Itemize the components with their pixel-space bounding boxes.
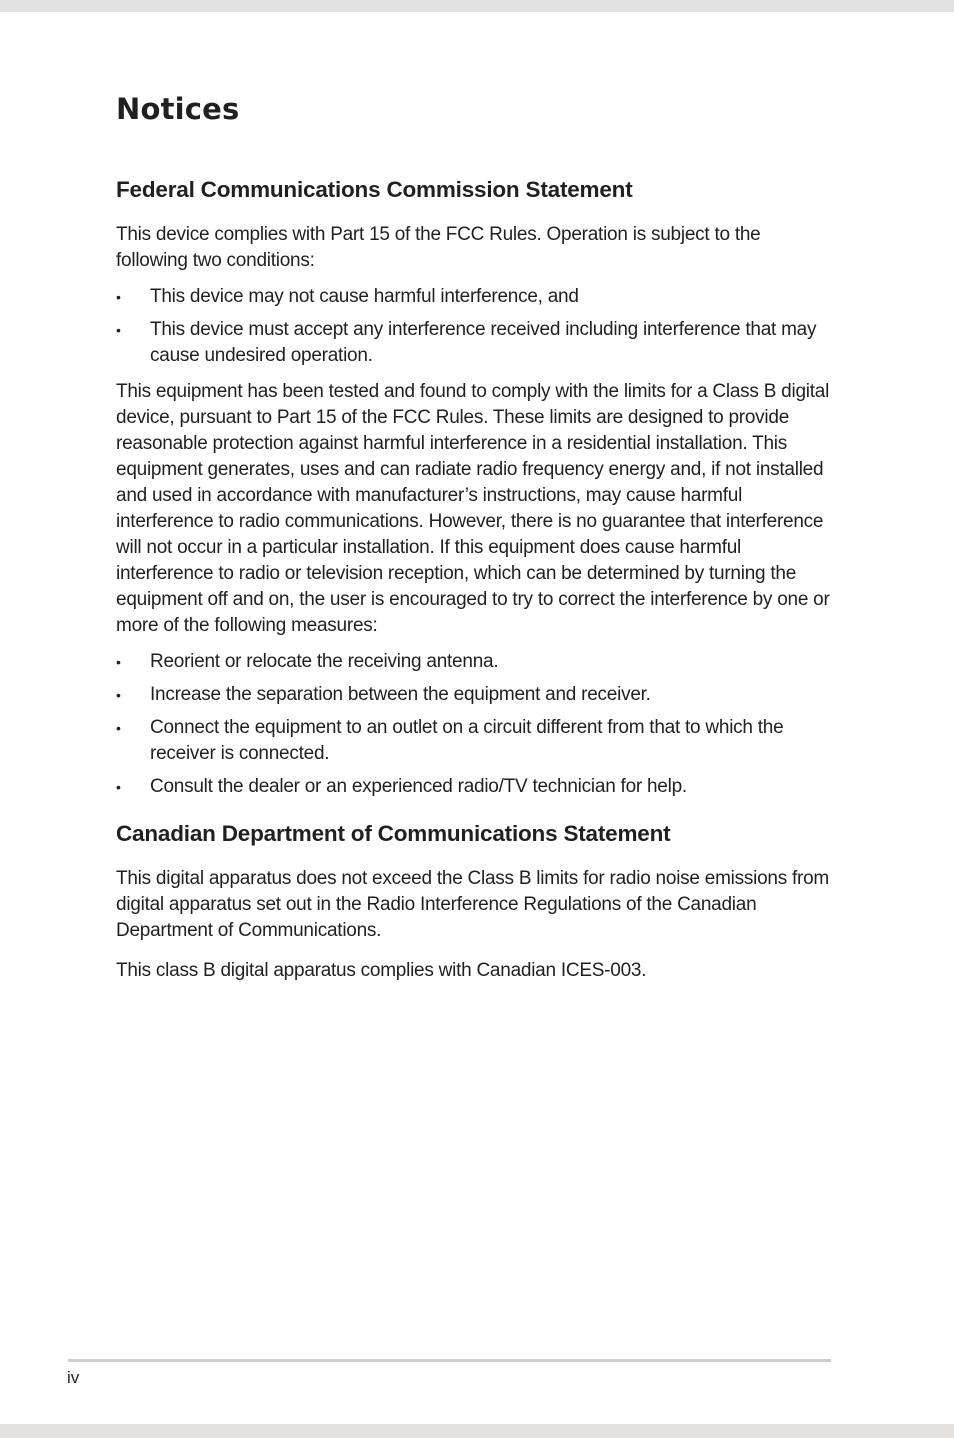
- canada-ices-statement: This class B digital apparatus complies with Canadian ICES-003.: [116, 960, 647, 981]
- page-content: [116, 92, 836, 994]
- page-title: Notices: [116, 92, 240, 126]
- list-item: [116, 317, 836, 369]
- list-item-text: Reorient or relocate the receiving antenna.: [150, 651, 499, 672]
- list-item-text: Increase the separation between the equipment and receiver.: [150, 684, 651, 705]
- list-item: [116, 715, 836, 767]
- page-number: iv: [67, 1368, 80, 1387]
- document-page: [0, 12, 954, 1424]
- bullet-icon: •: [116, 289, 121, 305]
- bullet-icon: •: [116, 322, 121, 338]
- list-item-text: Connect the equipment to an outlet on a circuit different from that to which the receiver is connected.: [150, 717, 784, 764]
- fcc-measures-list: [116, 649, 836, 800]
- fcc-intro: This device complies with Part 15 of the FCC Rules. Operation is subject to the following two conditions:: [116, 224, 761, 271]
- canada-body: This digital apparatus does not exceed the Class B limits for radio noise emissions from digital apparatus set out in the Radio Interference Regulations of the Canadian Department of Communications.: [116, 868, 830, 941]
- bullet-icon: •: [116, 720, 121, 736]
- fcc-conditions-list: [116, 284, 836, 369]
- footer-divider: [68, 1359, 831, 1362]
- fcc-heading: Federal Communications Commission Statement: [116, 177, 633, 202]
- list-item: [116, 284, 836, 310]
- canada-heading: Canadian Department of Communications Statement: [116, 821, 671, 846]
- list-item: [116, 682, 836, 708]
- bullet-icon: •: [116, 654, 121, 670]
- list-item-text: This device must accept any interference received including interference that may cause undesired operation.: [150, 319, 817, 366]
- list-item: [116, 774, 836, 800]
- bullet-icon: •: [116, 687, 121, 703]
- bullet-icon: •: [116, 779, 121, 795]
- list-item: [116, 649, 836, 675]
- fcc-body: This equipment has been tested and found to comply with the limits for a Class B digital device, pursuant to Part 15 of the FCC Rules. These limits are designed to provide reasonable protection against harmful interference in a residential installation. This equipment generates, uses and can radiate radio frequency energy and, if not installed and used in accordance with manufacturer’s instructions, may cause harmful interference to radio communications. However, there is no guarantee that interference will not occur in a particular installation. If this equipment does cause harmful interference to radio or television reception, which can be determined by turning the equipment off and on, the user is encouraged to try to correct the interference by one or more of the following measures:: [116, 381, 830, 636]
- list-item-text: Consult the dealer or an experienced radio/TV technician for help.: [150, 776, 687, 797]
- list-item-text: This device may not cause harmful interference, and: [150, 286, 579, 307]
